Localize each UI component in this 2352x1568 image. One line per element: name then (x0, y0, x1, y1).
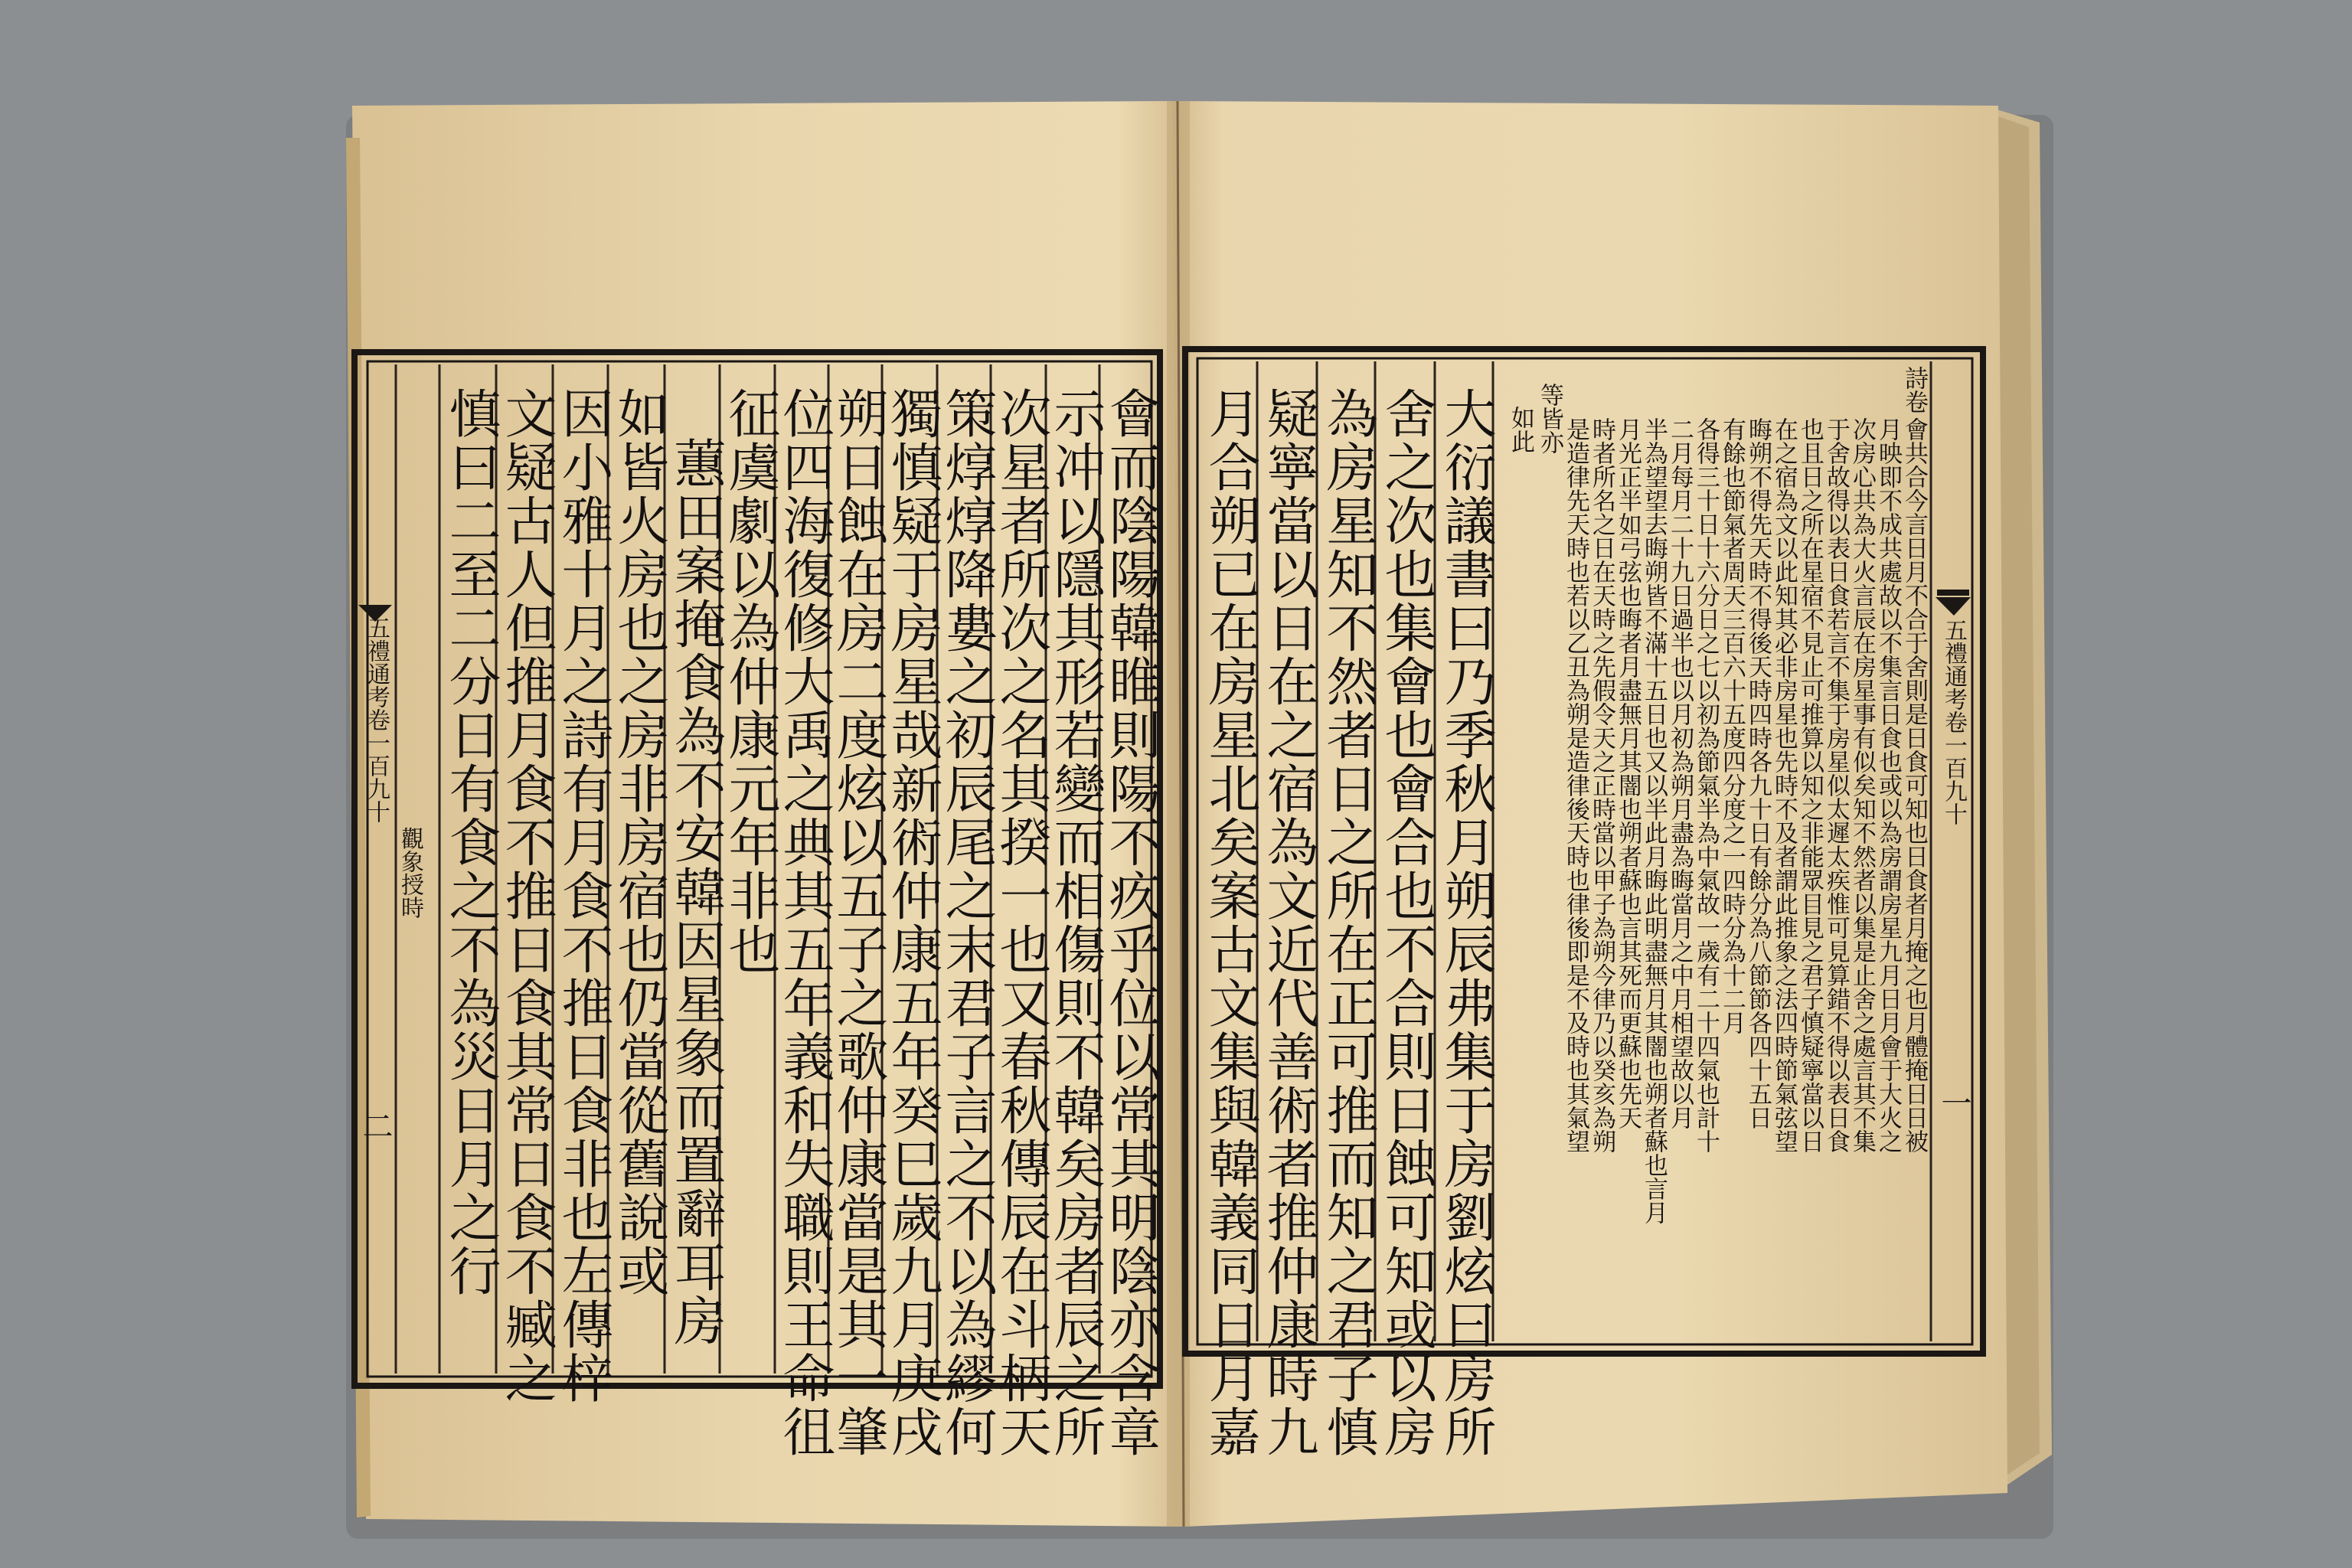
text-column: 蕙田案掩食為不安韓因星象而置辭耳房 (665, 436, 726, 1348)
folio-number: 二 (358, 1110, 393, 1141)
text-column: 會而陰陽韓睢則陽不疚乎位以常其明陰亦含章 (1100, 387, 1161, 1459)
commentary-column: 有餘也節氣者周天三百六十五度四分度之一四時分為十二月 (1718, 417, 1746, 1034)
commentary-column: 是造律先天時也若以乙丑為朔是造律後天時也律後即是不及時也其氣望 (1562, 417, 1589, 1153)
text-column: 月合朔已在房星北矣案古文集與韓義同日月嘉 (1200, 387, 1260, 1459)
commentary-column: 會共合今言日月不合于舍則是日食可知也日食者月掩之也月體掩日日被 (1900, 417, 1928, 1153)
text-column: 大衍議書曰乃季秋月朔辰弗集于房劉炫曰房所 (1436, 387, 1496, 1459)
commentary-column: 月光正半如弓弦也晦者月盡無月其闇也朔者蘇也言其死而更蘇也先天 (1614, 417, 1642, 1129)
commentary-column: 各得三十日十六分日之七以初為節氣半為中氣故一歲有二十四氣也計十 (1692, 417, 1720, 1153)
folio-number: 一 (1936, 1087, 1971, 1118)
commentary-column: 次房心共為大火言辰在房星事有似矣知不然者以集是止舍之處言其不集 (1848, 417, 1876, 1153)
commentary-column: 等皆亦 (1536, 383, 1563, 454)
margin-section: 觀象授時 (397, 827, 423, 919)
margin-title: 五禮通考卷一百九十 (1940, 619, 1967, 825)
text-column: 舍之次也集會也會合也不合則日蝕可知或以房 (1376, 387, 1436, 1459)
commentary-column: 在之宿為文以此知其必非房星也先時不及者謂此推象之法四時節氣弦望 (1770, 417, 1798, 1153)
commentary-column: 于舍故得以表日食若言不集于房星似太遲太疾惟可見算錯不得以表日食 (1822, 417, 1850, 1153)
text-column: 朔日蝕在房二度炫以五子之歌仲康當是其一肇 (828, 387, 888, 1459)
text-column: 如皆火房也之房非房宿也仍當從舊說或 (609, 387, 669, 1298)
text-column: 慎曰二至二分日有食之不為災日月之行 (440, 387, 501, 1298)
commentary-column: 晦朔不得先天時不得後天時四時各九十日有餘分為八節節各四十五日 (1744, 417, 1772, 1129)
commentary-column: 時者所名之日在天時之先假令天之正時當以甲子為朔今律乃以癸亥為朔 (1588, 417, 1615, 1153)
commentary-column: 二月每月二十九日過半也以月初為朔月盡為晦當月之中月相望故以月 (1666, 417, 1694, 1129)
commentary-column: 如此 (1507, 406, 1534, 453)
commentary-column: 月映即不成共處故以不集言日食也或以為房謂房星九月日月會于大火之 (1874, 417, 1902, 1153)
text-column: 獨慎疑于房星哉新術仲康五年癸巳歲九月庚戌 (882, 387, 942, 1459)
commentary-column: 半為望望去晦朔皆不滿十五日也又以半此月晦此明盡無月其闇也朔者蘇也言月 (1640, 417, 1668, 1224)
text-column: 為房星知不然者日之所在正可推而知之君子慎 (1318, 387, 1378, 1459)
text-column: 策焞焞降婁之初辰尾之末君子言之不以為繆何 (936, 387, 997, 1459)
text-column: 示冲以隱其形若變而相傷則不韓矣房者辰之所 (1045, 387, 1106, 1459)
text-column: 文疑古人但推月食不推日食其常日食不臧之 (496, 387, 557, 1405)
text-column: 位四海復修大禹之典其五年義和失職則王命徂 (774, 387, 835, 1459)
text-column: 疑寧當以日在之宿為文近代善術者推仲康時九 (1258, 387, 1318, 1459)
commentary-header: 詩卷 (1900, 366, 1928, 413)
commentary-column: 也且日之所在星宿不見止可推算以知之非能眾目見之君子慎疑寧當以日 (1796, 417, 1824, 1153)
text-column: 征虞劇以為仲康元年非也 (720, 387, 780, 976)
margin-title: 五禮通考卷一百九十 (363, 616, 390, 823)
text-column: 次星者所次之名其揆一也又春秋傳辰在斗柄天 (991, 387, 1051, 1459)
text-column: 因小雅十月之詩有月食不推日食非也左傳梓 (553, 387, 613, 1405)
